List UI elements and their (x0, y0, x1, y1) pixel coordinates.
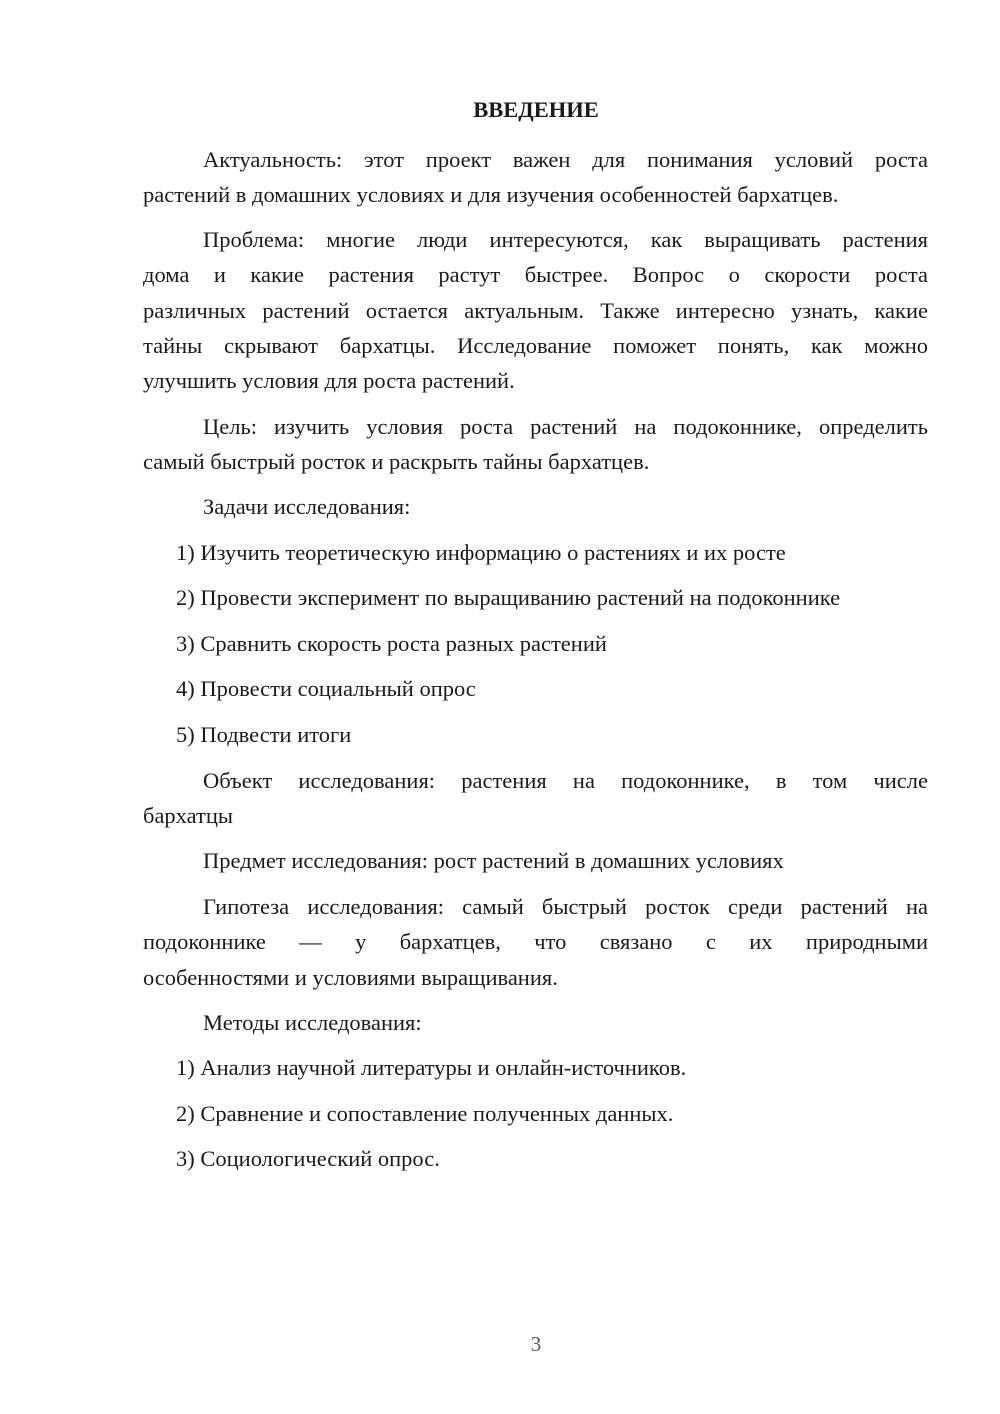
page-number: 3 (530, 1332, 542, 1356)
task-item: 1) Изучить теоретическую информацию о растениях и их росте (176, 540, 786, 565)
subject-line: Предмет исследования: рост растений в домашних условиях (203, 848, 784, 873)
relevance-paragraph (143, 142, 928, 213)
problem-line: тайны скрывают бархатцы. Исследование поможет понять, как можно (143, 332, 928, 358)
method-item: 1) Анализ научной литературы и онлайн-источников. (176, 1055, 687, 1080)
task-item: 5) Подвести итоги (176, 722, 352, 747)
problem-line: улучшить условия для роста растений. (143, 368, 515, 394)
goal-line: Цель: изучить условия роста растений на подоконнике, определить (203, 414, 928, 439)
hypothesis-line: Гипотеза исследования: самый быстрый росток среди растений на (203, 894, 928, 919)
hypothesis-paragraph (143, 889, 928, 995)
task-item: 3) Сравнить скорость роста разных растений (176, 631, 607, 656)
hypothesis-line: подоконнике — у бархатцев, что связано с их природными (143, 929, 928, 955)
relevance-line: растений в домашних условиях и для изучения особенностей бархатцев. (143, 182, 839, 208)
problem-paragraph (143, 222, 928, 398)
hypothesis-line: особенностями и условиями выращивания. (143, 964, 558, 990)
task-item: 4) Провести социальный опрос (176, 676, 476, 701)
object-line: бархатцы (143, 803, 234, 829)
method-item: 2) Сравнение и сопоставление полученных данных. (176, 1101, 674, 1126)
problem-line: Проблема: многие люди интересуются, как выращивать растения (203, 227, 928, 252)
problem-line: дома и какие растения растут быстрее. Вопрос о скорости роста (143, 262, 928, 288)
page-title: ВВЕДЕНИЕ (473, 97, 599, 122)
object-line: Объект исследования: растения на подоконнике, в том числе (203, 768, 928, 793)
task-item: 2) Провести эксперимент по выращиванию растений на подоконнике (176, 585, 841, 610)
method-item: 3) Социологический опрос. (176, 1146, 440, 1171)
goal-paragraph (143, 409, 928, 480)
tasks-heading: Задачи исследования: (203, 494, 411, 519)
problem-line: различных растений остается актуальным. Также интересно узнать, какие (143, 297, 928, 323)
goal-line: самый быстрый росток и раскрыть тайны бархатцев. (143, 449, 650, 475)
methods-heading: Методы исследования: (203, 1010, 422, 1035)
relevance-line: Актуальность: этот проект важен для понимания условий роста (203, 147, 928, 172)
object-paragraph (143, 763, 928, 834)
